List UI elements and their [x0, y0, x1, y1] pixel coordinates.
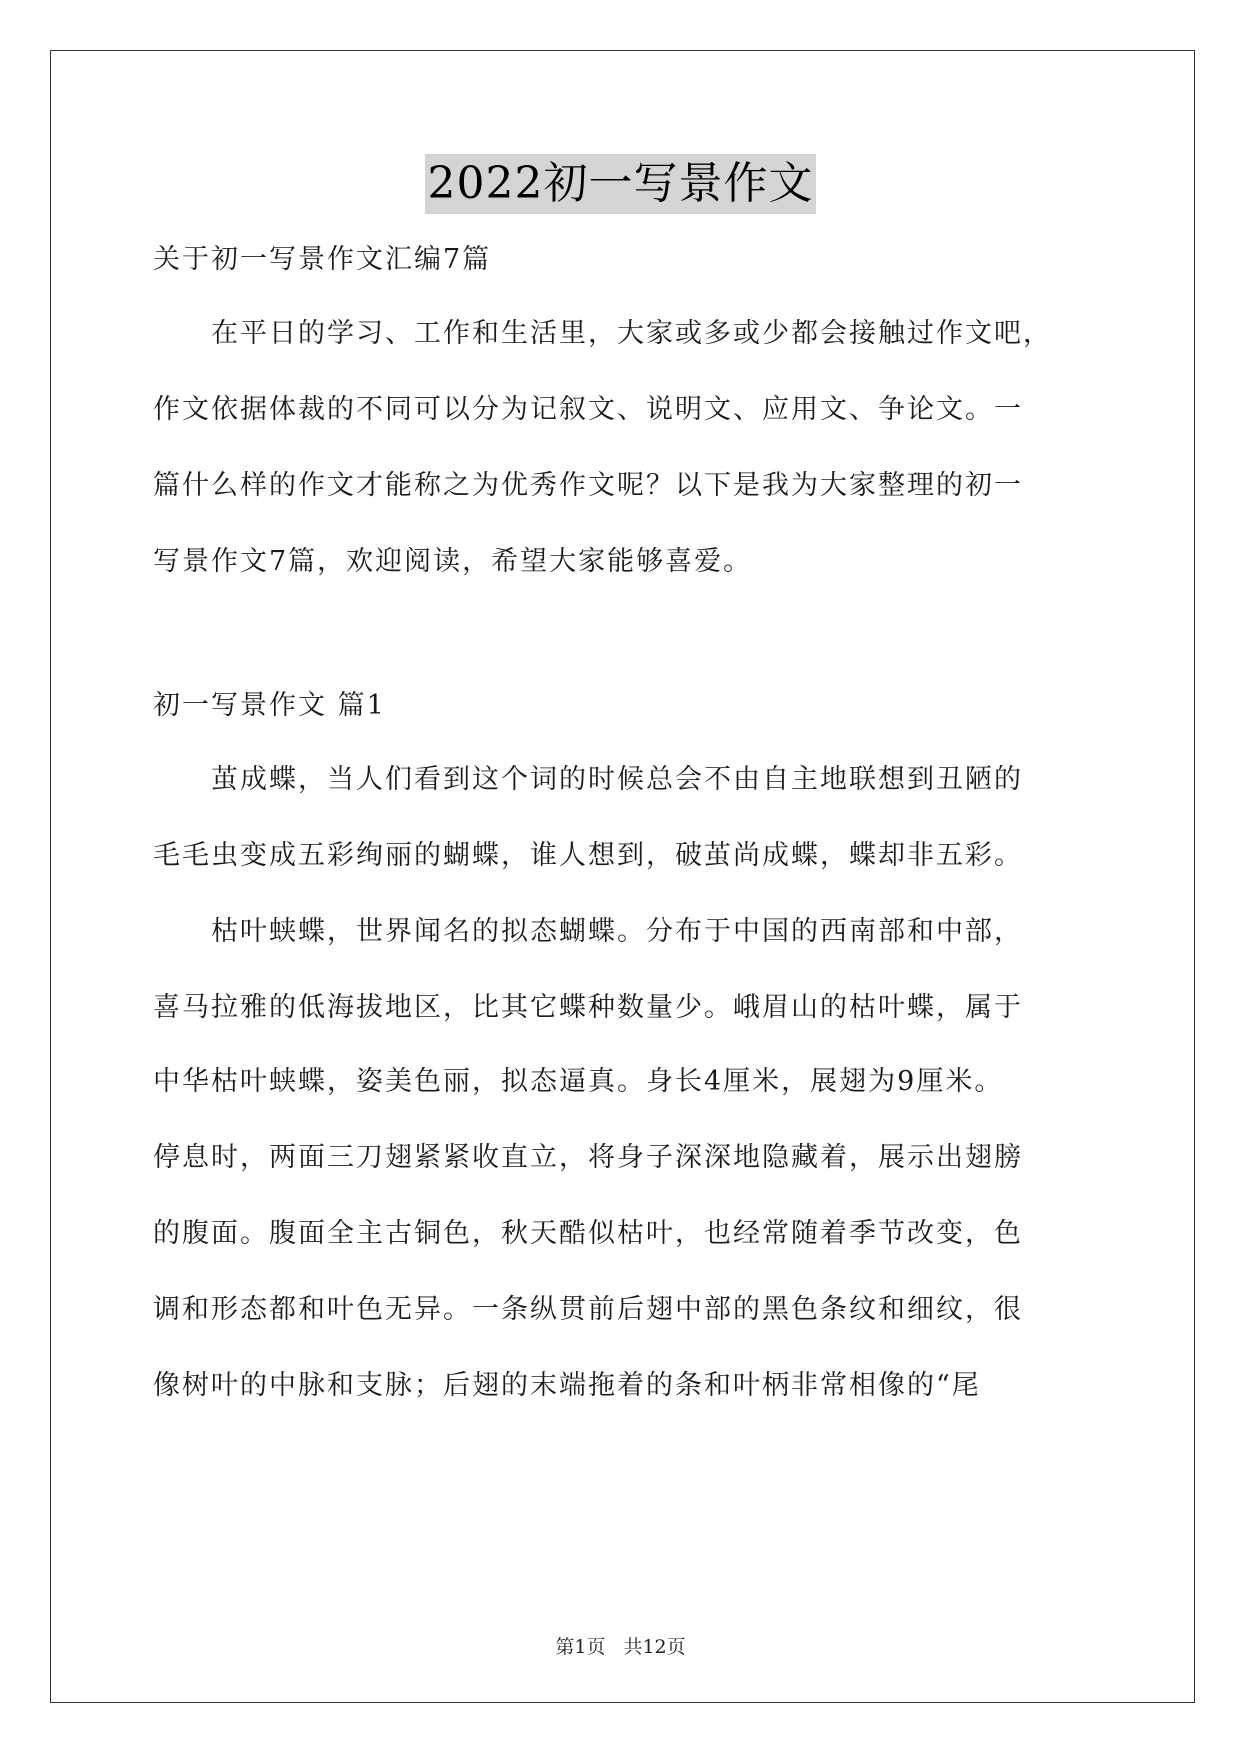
paragraph-line: 喜马拉雅的低海拔地区，比其它蝶种数量少。峨眉山的枯叶蝶，属于: [153, 992, 1023, 1023]
title-container: [0, 154, 1241, 214]
paragraph-line: 的腹面。腹面全主古铜色，秋天酷似枯叶，也经常随着季节改变，色: [153, 1218, 1023, 1249]
paragraph-line: 篇什么样的作文才能称之为优秀作文呢？以下是我为大家整理的初一: [153, 470, 1023, 501]
paragraph-line: 停息时，两面三刀翅紧紧收直立，将身子深深地隐藏着，展示出翅膀: [153, 1142, 1023, 1173]
paragraph-line: 茧成蝶，当人们看到这个词的时候总会不由自主地联想到丑陋的: [153, 764, 1023, 795]
page-border: [50, 50, 1195, 1703]
section-heading: 初一写景作文 篇1: [153, 690, 386, 721]
paragraph-line: 写景作文7篇，欢迎阅读，希望大家能够喜爱。: [153, 546, 753, 577]
paragraph-line: 中华枯叶蛱蝶，姿美色丽，拟态逼真。身长4厘米，展翅为9厘米。: [153, 1066, 1004, 1097]
paragraph-line: 调和形态都和叶色无异。一条纵贯前后翅中部的黑色条纹和细纹，很: [153, 1294, 1023, 1325]
document-title: 2022初一写景作文: [425, 154, 817, 214]
subtitle-line: 关于初一写景作文汇编7篇: [153, 244, 492, 275]
paragraph-line: 在平日的学习、工作和生活里，大家或多或少都会接触过作文吧，: [153, 318, 1052, 349]
page-number: 第1页: [555, 1636, 606, 1658]
paragraph-line: 像树叶的中脉和支脉；后翅的末端拖着的条和叶柄非常相像的“尾: [153, 1370, 981, 1401]
paragraph-line: 毛毛虫变成五彩绚丽的蝴蝶，谁人想到，破茧尚成蝶，蝶却非五彩。: [153, 840, 1023, 871]
paragraph-line: 枯叶蛱蝶，世界闻名的拟态蝴蝶。分布于中国的西南部和中部，: [153, 916, 1023, 947]
page-total: 共12页: [623, 1636, 686, 1658]
paragraph-line: 作文依据体裁的不同可以分为记叙文、说明文、应用文、争论文。一: [153, 394, 1023, 425]
page-footer: [0, 1634, 1241, 1660]
